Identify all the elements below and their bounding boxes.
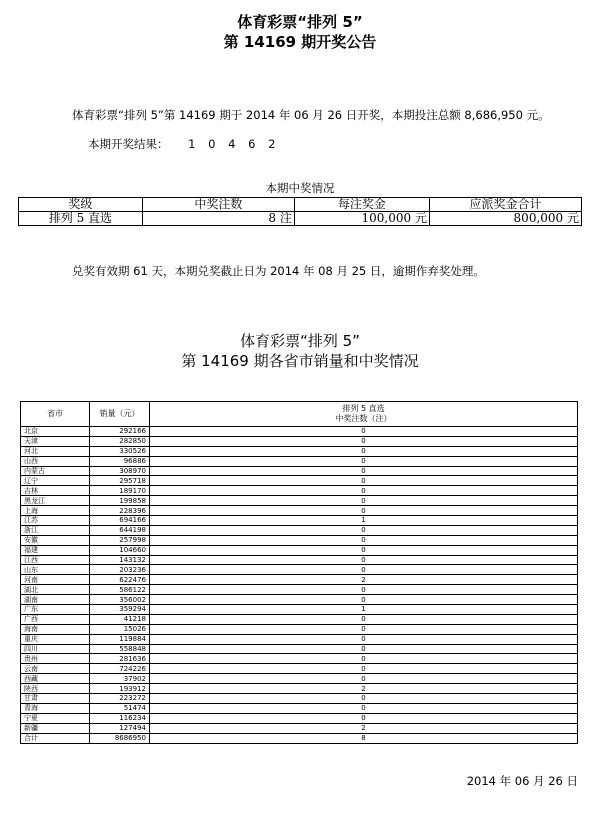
province-sales: 622476 bbox=[90, 575, 150, 585]
province-sales: 359294 bbox=[90, 605, 150, 615]
header-winners bbox=[150, 402, 578, 427]
province-name: 合计 bbox=[21, 733, 90, 743]
prize-table bbox=[18, 197, 582, 226]
result-label: 本期开奖结果： bbox=[88, 137, 169, 151]
province-row bbox=[21, 585, 578, 595]
footer-date: 2014 年 06 月 26 日 bbox=[466, 774, 578, 788]
header-count: 中奖注数 bbox=[142, 198, 294, 212]
province-row bbox=[21, 703, 578, 713]
province-winners: 0 bbox=[150, 476, 578, 486]
province-name: 江苏 bbox=[21, 516, 90, 526]
province-name: 安徽 bbox=[21, 535, 90, 545]
province-winners: 0 bbox=[150, 535, 578, 545]
province-sales: 189170 bbox=[90, 486, 150, 496]
province-row bbox=[21, 476, 578, 486]
province-row bbox=[21, 486, 578, 496]
province-row bbox=[21, 535, 578, 545]
province-winners: 0 bbox=[150, 654, 578, 664]
province-title bbox=[0, 331, 600, 371]
province-row bbox=[21, 496, 578, 506]
province-sales: 199858 bbox=[90, 496, 150, 506]
header-winners-line-1: 排列 5 直选 bbox=[342, 404, 385, 413]
province-title-line-1: 体育彩票“排列 5” bbox=[240, 332, 360, 350]
province-winners: 0 bbox=[150, 585, 578, 595]
province-name: 福建 bbox=[21, 545, 90, 555]
province-sales: 8686950 bbox=[90, 733, 150, 743]
province-name: 内蒙古 bbox=[21, 466, 90, 476]
province-winners: 0 bbox=[150, 555, 578, 565]
province-name: 陕西 bbox=[21, 684, 90, 694]
province-winners: 2 bbox=[150, 723, 578, 733]
province-sales: 15026 bbox=[90, 624, 150, 634]
province-row bbox=[21, 555, 578, 565]
province-name: 山东 bbox=[21, 565, 90, 575]
province-winners: 0 bbox=[150, 624, 578, 634]
province-sales: 295718 bbox=[90, 476, 150, 486]
province-name: 新疆 bbox=[21, 723, 90, 733]
province-sales: 127494 bbox=[90, 723, 150, 733]
province-winners: 0 bbox=[150, 634, 578, 644]
result-number: 4 bbox=[228, 137, 236, 151]
province-sales: 308970 bbox=[90, 466, 150, 476]
province-name: 河北 bbox=[21, 446, 90, 456]
province-name: 浙江 bbox=[21, 525, 90, 535]
province-row bbox=[21, 516, 578, 526]
province-name: 吉林 bbox=[21, 486, 90, 496]
province-row bbox=[21, 605, 578, 615]
province-row bbox=[21, 723, 578, 733]
prize-caption: 本期中奖情况 bbox=[265, 181, 335, 195]
province-winners: 0 bbox=[150, 694, 578, 704]
result-number: 6 bbox=[248, 137, 256, 151]
province-winners: 1 bbox=[150, 605, 578, 615]
province-winners: 0 bbox=[150, 506, 578, 516]
province-sales: 119884 bbox=[90, 634, 150, 644]
province-name: 天津 bbox=[21, 436, 90, 446]
prize-total: 800,000 元 bbox=[429, 212, 581, 226]
province-name: 广西 bbox=[21, 614, 90, 624]
province-row bbox=[21, 624, 578, 634]
province-winners: 0 bbox=[150, 595, 578, 605]
province-name: 云南 bbox=[21, 664, 90, 674]
province-winners: 0 bbox=[150, 545, 578, 555]
result-numbers bbox=[188, 137, 275, 151]
province-name: 重庆 bbox=[21, 634, 90, 644]
result-number: 2 bbox=[268, 137, 276, 151]
redeem-notice: 兑奖有效期 61 天，本期兑奖截止日为 2014 年 08 月 25 日，逾期作弃奖处理。 bbox=[72, 264, 485, 278]
title-line-1: 体育彩票“排列 5” bbox=[237, 13, 363, 31]
province-sales: 292166 bbox=[90, 427, 150, 437]
province-winners: 0 bbox=[150, 674, 578, 684]
province-row bbox=[21, 575, 578, 585]
province-sales: 724226 bbox=[90, 664, 150, 674]
province-row bbox=[21, 674, 578, 684]
header-province: 省市 bbox=[21, 402, 90, 427]
province-winners: 0 bbox=[150, 436, 578, 446]
province-name: 海南 bbox=[21, 624, 90, 634]
province-row bbox=[21, 644, 578, 654]
province-row bbox=[21, 466, 578, 476]
province-winners: 0 bbox=[150, 614, 578, 624]
province-row bbox=[21, 456, 578, 466]
province-sales: 37902 bbox=[90, 674, 150, 684]
province-sales: 228396 bbox=[90, 506, 150, 516]
announcement-text: 体育彩票“排列 5”第 14169 期于 2014 年 06 月 26 日开奖，本期投注总额 8,686,950 元。 bbox=[72, 108, 550, 122]
prize-header-row bbox=[19, 198, 582, 212]
province-sales: 558848 bbox=[90, 644, 150, 654]
province-row bbox=[21, 634, 578, 644]
province-sales: 104660 bbox=[90, 545, 150, 555]
province-row bbox=[21, 713, 578, 723]
province-name: 广东 bbox=[21, 605, 90, 615]
province-table-body bbox=[21, 427, 578, 744]
province-winners: 0 bbox=[150, 644, 578, 654]
province-name: 青海 bbox=[21, 703, 90, 713]
province-row bbox=[21, 506, 578, 516]
result-row bbox=[88, 136, 275, 152]
result-number: 0 bbox=[208, 137, 216, 151]
province-sales: 257998 bbox=[90, 535, 150, 545]
province-winners: 0 bbox=[150, 713, 578, 723]
header-total: 应派奖金合计 bbox=[429, 198, 581, 212]
province-row bbox=[21, 525, 578, 535]
province-name: 辽宁 bbox=[21, 476, 90, 486]
province-name: 湖北 bbox=[21, 585, 90, 595]
province-name: 山西 bbox=[21, 456, 90, 466]
province-sales: 51474 bbox=[90, 703, 150, 713]
page-title bbox=[0, 12, 600, 52]
province-sales: 223272 bbox=[90, 694, 150, 704]
province-name: 上海 bbox=[21, 506, 90, 516]
province-name: 四川 bbox=[21, 644, 90, 654]
province-winners: 1 bbox=[150, 516, 578, 526]
province-row bbox=[21, 436, 578, 446]
province-winners: 2 bbox=[150, 684, 578, 694]
province-row bbox=[21, 545, 578, 555]
province-winners: 0 bbox=[150, 664, 578, 674]
prize-level: 排列 5 直选 bbox=[19, 212, 143, 226]
province-sales: 281636 bbox=[90, 654, 150, 664]
province-row bbox=[21, 733, 578, 743]
province-winners: 0 bbox=[150, 565, 578, 575]
province-winners: 0 bbox=[150, 466, 578, 476]
province-name: 湖南 bbox=[21, 595, 90, 605]
province-sales: 96886 bbox=[90, 456, 150, 466]
province-row bbox=[21, 427, 578, 437]
province-sales: 203236 bbox=[90, 565, 150, 575]
province-sales: 356002 bbox=[90, 595, 150, 605]
header-winners-line-2: 中奖注数（注） bbox=[335, 414, 392, 423]
province-sales: 282850 bbox=[90, 436, 150, 446]
header-level: 奖级 bbox=[19, 198, 143, 212]
province-name: 北京 bbox=[21, 427, 90, 437]
province-name: 黑龙江 bbox=[21, 496, 90, 506]
header-sales: 销量（元） bbox=[90, 402, 150, 427]
province-sales: 330526 bbox=[90, 446, 150, 456]
province-row bbox=[21, 664, 578, 674]
province-title-line-2: 第 14169 期各省市销量和中奖情况 bbox=[181, 352, 419, 370]
province-sales: 116234 bbox=[90, 713, 150, 723]
province-sales: 41218 bbox=[90, 614, 150, 624]
province-sales: 193912 bbox=[90, 684, 150, 694]
result-number: 1 bbox=[188, 137, 196, 151]
province-winners: 0 bbox=[150, 525, 578, 535]
province-winners: 8 bbox=[150, 733, 578, 743]
province-header-row bbox=[21, 402, 578, 427]
province-winners: 0 bbox=[150, 456, 578, 466]
header-each: 每注奖金 bbox=[294, 198, 429, 212]
province-winners: 0 bbox=[150, 496, 578, 506]
province-name: 贵州 bbox=[21, 654, 90, 664]
title-line-2: 第 14169 期开奖公告 bbox=[223, 33, 377, 51]
province-sales: 143132 bbox=[90, 555, 150, 565]
prize-each: 100,000 元 bbox=[294, 212, 429, 226]
province-winners: 0 bbox=[150, 486, 578, 496]
province-name: 河南 bbox=[21, 575, 90, 585]
province-name: 甘肃 bbox=[21, 694, 90, 704]
province-row bbox=[21, 565, 578, 575]
province-row bbox=[21, 446, 578, 456]
province-sales: 586122 bbox=[90, 585, 150, 595]
province-row bbox=[21, 595, 578, 605]
prize-row bbox=[19, 212, 582, 226]
province-name: 江西 bbox=[21, 555, 90, 565]
province-sales: 694166 bbox=[90, 516, 150, 526]
province-table bbox=[20, 401, 578, 744]
province-row bbox=[21, 614, 578, 624]
province-winners: 0 bbox=[150, 427, 578, 437]
province-name: 宁夏 bbox=[21, 713, 90, 723]
province-row bbox=[21, 694, 578, 704]
province-winners: 0 bbox=[150, 703, 578, 713]
province-winners: 2 bbox=[150, 575, 578, 585]
province-name: 西藏 bbox=[21, 674, 90, 684]
prize-count: 8 注 bbox=[142, 212, 294, 226]
province-winners: 0 bbox=[150, 446, 578, 456]
province-sales: 644198 bbox=[90, 525, 150, 535]
province-row bbox=[21, 684, 578, 694]
province-row bbox=[21, 654, 578, 664]
